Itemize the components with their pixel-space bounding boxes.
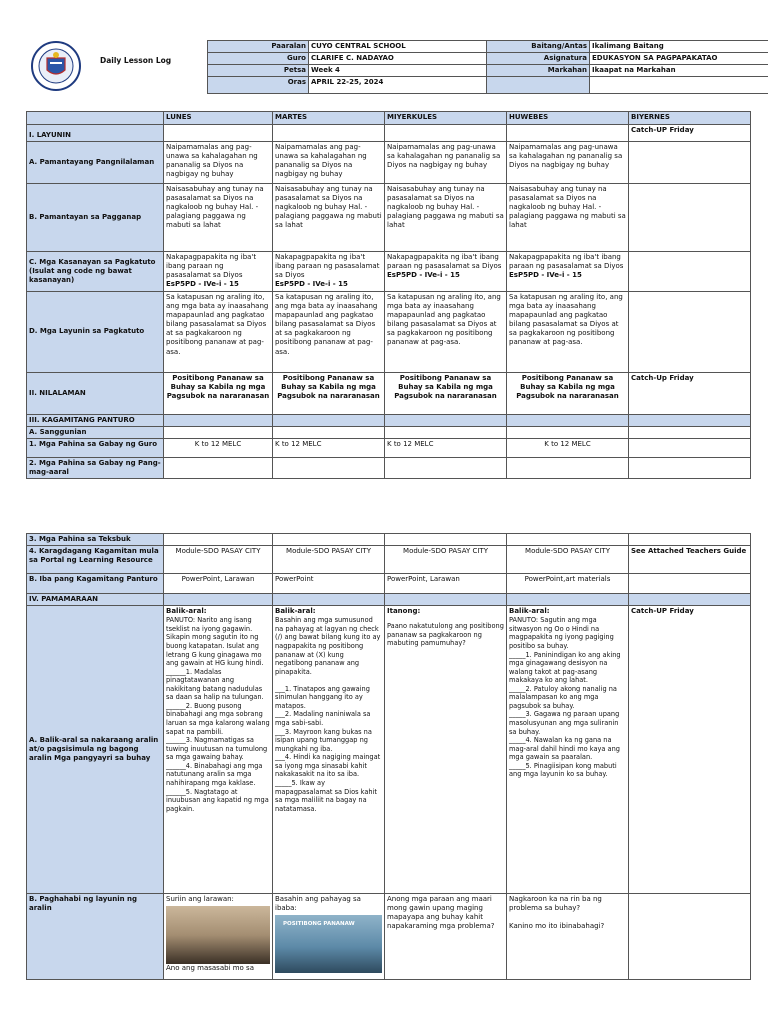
cell <box>164 415 273 427</box>
oras-label: Oras <box>208 77 309 94</box>
module-text: Module-SDO PASAY CITY <box>507 546 629 574</box>
cell <box>164 534 273 546</box>
cell <box>273 125 385 142</box>
row-label-pamantayan-sa-pagganap: B. Pamantayan sa Pagganap <box>27 184 164 252</box>
header-empty-cell <box>487 77 590 94</box>
balik-aral-heading: Balik-aral: <box>509 607 550 616</box>
row-label-paghahabi: B. Paghahabi ng layunin ng aralin <box>27 894 164 980</box>
content-text: Naipamamalas ang pag-unawa sa kahalagahan ng pananalig sa Diyos na nagbigay ng buhay <box>164 142 273 184</box>
row-label-teksbuk: 3. Mga Pahina sa Teksbuk <box>27 534 164 546</box>
row-label-sanggunian: A. Sanggunian <box>27 427 164 439</box>
cell <box>273 415 385 427</box>
catch-up-friday: Catch-UP Friday <box>629 125 751 142</box>
balik-aral-mon <box>164 606 273 894</box>
cell <box>507 458 629 479</box>
cell <box>385 415 507 427</box>
see-attached-text: See Attached Teachers Guide <box>629 546 751 574</box>
day-header-tue: MARTES <box>273 112 385 125</box>
cell <box>629 439 751 458</box>
paaralan-label: Paaralan <box>208 41 309 53</box>
nilalaman-text: Positibong Pananaw sa Buhay sa Kabila ng mga Pagsubok na nararanasan <box>385 373 507 415</box>
guro-label: Guro <box>208 53 309 65</box>
markahan-label: Markahan <box>487 65 590 77</box>
competency-code: EsP5PD - IVe-i - 15 <box>387 271 460 280</box>
module-text: Module-SDO PASAY CITY <box>385 546 507 574</box>
markahan-value: Ikaapat na Markahan <box>590 65 768 77</box>
cell <box>629 594 751 606</box>
cell <box>629 458 751 479</box>
competency-code: EsP5PD - IVe-i - 15 <box>275 280 348 289</box>
cell <box>507 594 629 606</box>
kasanayan-text: Nakapagpapakita ng iba't ibang paraan ng pasasalamat sa Diyos <box>166 253 257 280</box>
checklist-text: PANUTO: Sagutin ang mga sitwasyon ng Oo o Hindi na magpapakita ng iyong pagiging positibo sa buhay. _____1. Paninindigan ko ang aking mga ginagawang desisyon na walang takot at pag-asang makakaya ko ang lahat. _____2. Patuloy akong nanalig na malalampasan ko ang mga pagsubok sa buhay. _____3. Gagawa ng paraan upang masolusyunan ang mga suliranin sa buhay. _____4. Nawalan ka ng gana na mag-aral dahil hindi mo kaya ang mga gawain sa paaralan. _____5. Pinagiisipan kong mabuti ang mga layunin ko sa buhay. <box>509 616 621 779</box>
materials-text: PowerPoint, Larawan <box>385 574 507 594</box>
struggle-photo <box>166 906 270 964</box>
checklist-text: PANUTO: Narito ang isang tseklist na iyong gagawin. Sikapin mong sagutin ito ng buong katapatan. Isulat ang letrang G kung ginagawa mo ang gawain at HG kung hindi. ______1. Madalas pinagtatawanan ang nakikitang batang nadudulas sa daan sa halip na tulungan. ______2. Buong pusong binabahagi ang mga sobrang laruan sa mga kalarong walang sapat na pambili. ______3. Nagmamatigas sa tuwing inuutusan na tumulong sa mga gawaing bahay. ______4. Binabahagi ang mga natutunang aralin sa mga nahihirapang mga kaklase. ______5. Nagtatago at inuubusan ang kapatid ng mga pagkain. <box>166 616 270 813</box>
day-header-wed: MIYERKULES <box>385 112 507 125</box>
kasanayan-text: Nakapagpapakita ng iba't ibang paraan ng pasasalamat sa Diyos <box>509 253 624 271</box>
row-label-pamantayang-pangnilalaman: A. Pamantayang Pangnilalaman <box>27 142 164 184</box>
cell <box>273 534 385 546</box>
cell <box>273 427 385 439</box>
nilalaman-text: Positibong Pananaw sa Buhay sa Kabila ng mga Pagsubok na nararanasan <box>273 373 385 415</box>
catch-up-friday: Catch-Up Friday <box>629 373 751 415</box>
asignatura-value: EDUKASYON SA PAGPAPAKATAO <box>590 53 768 65</box>
cell <box>385 458 507 479</box>
cell <box>507 427 629 439</box>
module-text: Module-SDO PASAY CITY <box>164 546 273 574</box>
row-label-kagamitang-panturo: III. KAGAMITANG PANTURO <box>27 415 164 427</box>
day-header-mon: LUNES <box>164 112 273 125</box>
content-text: Sa katapusan ng araling ito, ang mga bata ay inaasahang mapapaunlad ang pagkatao bilang pasasalamat sa Diyos at sa pagkakaroon ng positibong pananaw at pag-asa. <box>385 292 507 373</box>
materials-text: PowerPoint, Larawan <box>164 574 273 594</box>
balik-aral-heading: Balik-aral: <box>275 607 316 616</box>
row-label-karagdagang-kagamitan: 4. Karagdagang Kagamitan mula sa Portal ng Learning Resource <box>27 546 164 574</box>
melc-text: K to 12 MELC <box>385 439 507 458</box>
itanong-heading: Itanong: <box>387 607 421 616</box>
lesson-log-table-1 <box>26 111 751 479</box>
image-title: POSITIBONG PANANAW <box>283 921 355 928</box>
content-text: Naipamamalas ang pag-unawa sa kahalagahan ng pananalig sa Diyos na nagbigay ng buhay <box>273 142 385 184</box>
baitang-label: Baitang/Antas <box>487 41 590 53</box>
materials-text: PowerPoint,art materials <box>507 574 629 594</box>
cell <box>507 534 629 546</box>
cell <box>164 458 273 479</box>
caption-text: Ano ang masasabi mo sa <box>166 964 254 973</box>
nilalaman-text: Positibong Pananaw sa Buhay sa Kabila ng mga Pagsubok na nararanasan <box>164 373 273 415</box>
balik-aral-heading: Balik-aral: <box>166 607 207 616</box>
cell <box>164 125 273 142</box>
cell <box>385 594 507 606</box>
nilalaman-text: Positibong Pananaw sa Buhay sa Kabila ng mga Pagsubok na nararanasan <box>507 373 629 415</box>
cell <box>629 894 751 980</box>
melc-text: K to 12 MELC <box>507 439 629 458</box>
paghahabi-tue <box>273 894 385 980</box>
cell <box>629 292 751 373</box>
balik-aral-tue <box>273 606 385 894</box>
content-text: Naipamamalas ang pag-unawa sa kahalagahan ng pananalig sa Diyos na nagbigay ng buhay <box>385 142 507 184</box>
row-label-iba-pang-kagamitan: B. Iba pang Kagamitang Panturo <box>27 574 164 594</box>
oras-value: APRIL 22-25, 2024 <box>309 77 487 94</box>
paghahabi-wed: Anong mga paraan ang maari mong gawin upang maging mapayapa ang buhay kahit napakaraming mga problema? <box>385 894 507 980</box>
content-text: Naisasabuhay ang tunay na pasasalamat sa Diyos na nagkaloob ng buhay Hal. - palagiang paggawa ng mabuti sa lahat <box>273 184 385 252</box>
question-text: Paano nakatutulong ang positibong pananaw sa pagkakaroon ng mabuting pamumuhay? <box>387 622 504 648</box>
day-header-thu: HUWEBES <box>507 112 629 125</box>
lesson-log-table-2 <box>26 533 751 980</box>
cell <box>385 427 507 439</box>
layunin-heading: I. LAYUNIN <box>27 125 164 142</box>
cell <box>629 142 751 184</box>
balik-aral-thu <box>507 606 629 894</box>
module-text: Module-SDO PASAY CITY <box>273 546 385 574</box>
cell <box>164 594 273 606</box>
kasanayan-cell <box>507 252 629 292</box>
deped-seal-logo <box>30 40 94 92</box>
petsa-value: Week 4 <box>309 65 487 77</box>
cell <box>629 184 751 252</box>
row-label-balik-aral: A. Balik-aral sa nakaraang aralin at/o pagsisimula ng bagong aralin Mga pangyayri sa buhay <box>27 606 164 894</box>
row-label-gabay-ng-mag-aaral: 2. Mga Pahina sa Gabay ng Pang-mag-aaral <box>27 458 164 479</box>
kasanayan-cell <box>385 252 507 292</box>
cell <box>629 534 751 546</box>
day-header-fri: BIYERNES <box>629 112 751 125</box>
paghahabi-thu: Nagkaroon ka na rin ba ng problema sa buhay? Kanino mo ito ibinabahagi? <box>507 894 629 980</box>
cell <box>273 458 385 479</box>
kasanayan-cell <box>273 252 385 292</box>
content-text: Naisasabuhay ang tunay na pasasalamat sa Diyos na nagkaloob ng buhay Hal. - palagiang paggawa ng mabuti sa lahat <box>507 184 629 252</box>
row-label-kasanayan: C. Mga Kasanayan sa Pagkatuto (Isulat ang code ng bawat kasanayan) <box>27 252 164 292</box>
cell <box>273 594 385 606</box>
checklist-text: Basahin ang mga sumusunod na pahayag at lagyan ng check (/) ang bawat bilang kung ito ay nagpapakita ng positibong pananaw at (X) kung negatibong pananaw ang pinapakita. ___1. Tinatapos ang gawaing sinimulan hanggang ito ay matapos. ___2. Madaling naniniwala sa mga sabi-sabi. ___3. Mayroon kang bukas na isipan upang tumanggap ng mungkahi ng iba. ___4. Hindi ka nagiging maingat sa iyong mga sinasabi kahit nakakasakit na ito sa iba. _____5. Ikaw ay mapagpasalamat sa Dios kahit sa mga maliliit na bagay na natatamasa. <box>275 616 381 813</box>
guro-value: CLARIFE C. NADAYAO <box>309 53 487 65</box>
melc-text: K to 12 MELC <box>164 439 273 458</box>
kasanayan-cell <box>164 252 273 292</box>
petsa-label: Petsa <box>208 65 309 77</box>
cell <box>629 574 751 594</box>
kasanayan-text: Nakapagpapakita ng iba't ibang paraan ng pasasalamat sa Diyos <box>387 253 502 271</box>
materials-text: PowerPoint <box>273 574 385 594</box>
header-empty-cell <box>590 77 768 94</box>
row-label-layunin-sa-pagkatuto: D. Mga Layunin sa Pagkatuto <box>27 292 164 373</box>
paaralan-value: CUYO CENTRAL SCHOOL <box>309 41 487 53</box>
cell <box>629 252 751 292</box>
catch-up-friday: Catch-UP Friday <box>629 606 751 894</box>
competency-code: EsP5PD - IVe-i - 15 <box>509 271 582 280</box>
row-label-pamamaraan: IV. PAMAMARAAN <box>27 594 164 606</box>
basahin-text: Basahin ang pahayag sa ibaba: <box>275 895 361 913</box>
corner-cell <box>27 112 164 125</box>
content-text: Naisasabuhay ang tunay na pasasalamat sa Diyos na nagkaloob ng buhay Hal. - palagiang paggawa ng mabuti sa lahat <box>164 184 273 252</box>
row-label-gabay-ng-guro: 1. Mga Pahina sa Gabay ng Guro <box>27 439 164 458</box>
content-text: Sa katapusan ng araling ito, ang mga bata ay inaasahang mapapaunlad ang pagkatao bilang pasasalamat sa Diyos at sa pagkakaroon ng positibong pananaw at pag-asa. <box>273 292 385 373</box>
cell <box>385 125 507 142</box>
doc-title: Daily Lesson Log <box>100 56 172 65</box>
cell <box>507 415 629 427</box>
content-text: Sa katapusan ng araling ito, ang mga bata ay inaasahang mapapaunlad ang pagkatao bilang pasasalamat sa Diyos at sa pagkakaroon ng positibong pananaw at pag-asa. <box>164 292 273 373</box>
header-info-table <box>207 40 768 94</box>
itanong-wed <box>385 606 507 894</box>
competency-code: EsP5PD - IVe-i - 15 <box>166 280 239 289</box>
suriin-text: Suriin ang larawan: <box>166 895 234 904</box>
paghahabi-mon <box>164 894 273 980</box>
positibong-pananaw-image <box>275 915 382 973</box>
cell <box>385 534 507 546</box>
baitang-value: Ikalimang Baitang <box>590 41 768 53</box>
asignatura-label: Asignatura <box>487 53 590 65</box>
content-text: Naipamamalas ang pag-unawa sa kahalagahan ng pananalig sa Diyos na nagbigay ng buhay <box>507 142 629 184</box>
cell <box>629 415 751 427</box>
cell <box>507 125 629 142</box>
melc-text: K to 12 MELC <box>273 439 385 458</box>
cell <box>164 427 273 439</box>
cell <box>629 427 751 439</box>
content-text: Naisasabuhay ang tunay na pasasalamat sa Diyos na nagkaloob ng buhay Hal. - palagiang paggawa ng mabuti sa lahat <box>385 184 507 252</box>
kasanayan-text: Nakapagpapakita ng iba't ibang paraan ng pasasalamat sa Diyos <box>275 253 380 280</box>
content-text: Sa katapusan ng araling ito, ang mga bata ay inaasahang mapapaunlad ang pagkatao bilang pasasalamat sa Diyos at sa pagkakaroon ng positibong pananaw at pag-asa. <box>507 292 629 373</box>
row-label-nilalaman: II. NILALAMAN <box>27 373 164 415</box>
